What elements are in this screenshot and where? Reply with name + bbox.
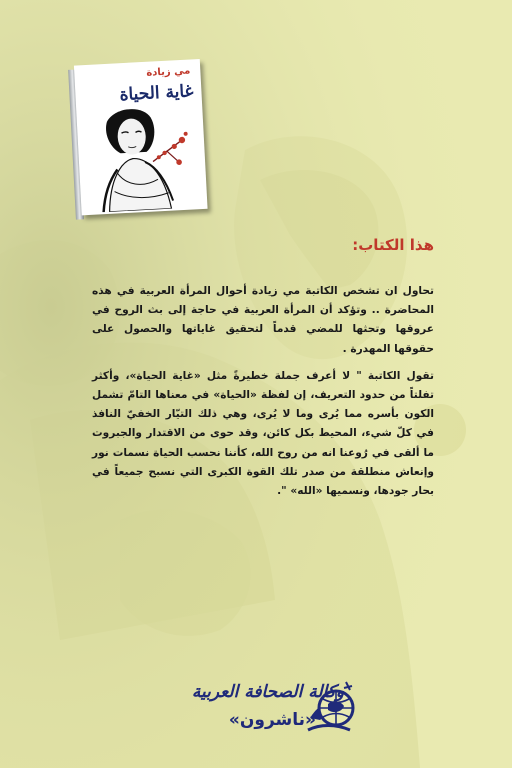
book-cover: [74, 59, 214, 226]
description-paragraph-2: تقول الكاتبة " لا أعرف جملة خطيرةً مثل «غاية الحياة»، وأكثر تفلتاً من حدود التعريف، إن لفظة «الحياة» في معناها التامّ تشمل الكون بأسره مما يُرى وما لا يُرى، وهي ذلك التيّار الخفيّ النافذ في كلّ شيء، المحيط بكل كائن، وقد حوى من الاقتدار والجبروت ما ألقى في رُوعنا انه من روح الله، كأننا نحسب الحياة نسمات نور وإنعاش منطلقة من صدر تلك القوة الكبرى التي نسبح جميعاً في بحار جودها، ونسميها «الله» ".: [92, 369, 434, 498]
publisher-name: وكالة الصحافة العربية: [191, 682, 344, 702]
book-title: غاية الحياة: [119, 81, 194, 106]
book-description: [92, 282, 434, 509]
section-heading: هذا الكتاب:: [352, 236, 434, 254]
publisher-subtitle: «ناشرون»: [228, 710, 316, 730]
author-portrait-image: [84, 99, 200, 213]
book-author: مي زيادة: [146, 65, 191, 79]
description-paragraph-1: تحاول ان تشخص الكاتبة مي زيادة أحوال المرأة العربية في هذه المحاضرة .. وتؤكد أن المرأة العربية في حاجة إلى بث الروح في عروقها وتحثها للمضي قدماً لتحقيق غاياتها والحصول على حقوقها المهدرة .: [92, 285, 434, 355]
book-cover-front: [74, 59, 208, 215]
